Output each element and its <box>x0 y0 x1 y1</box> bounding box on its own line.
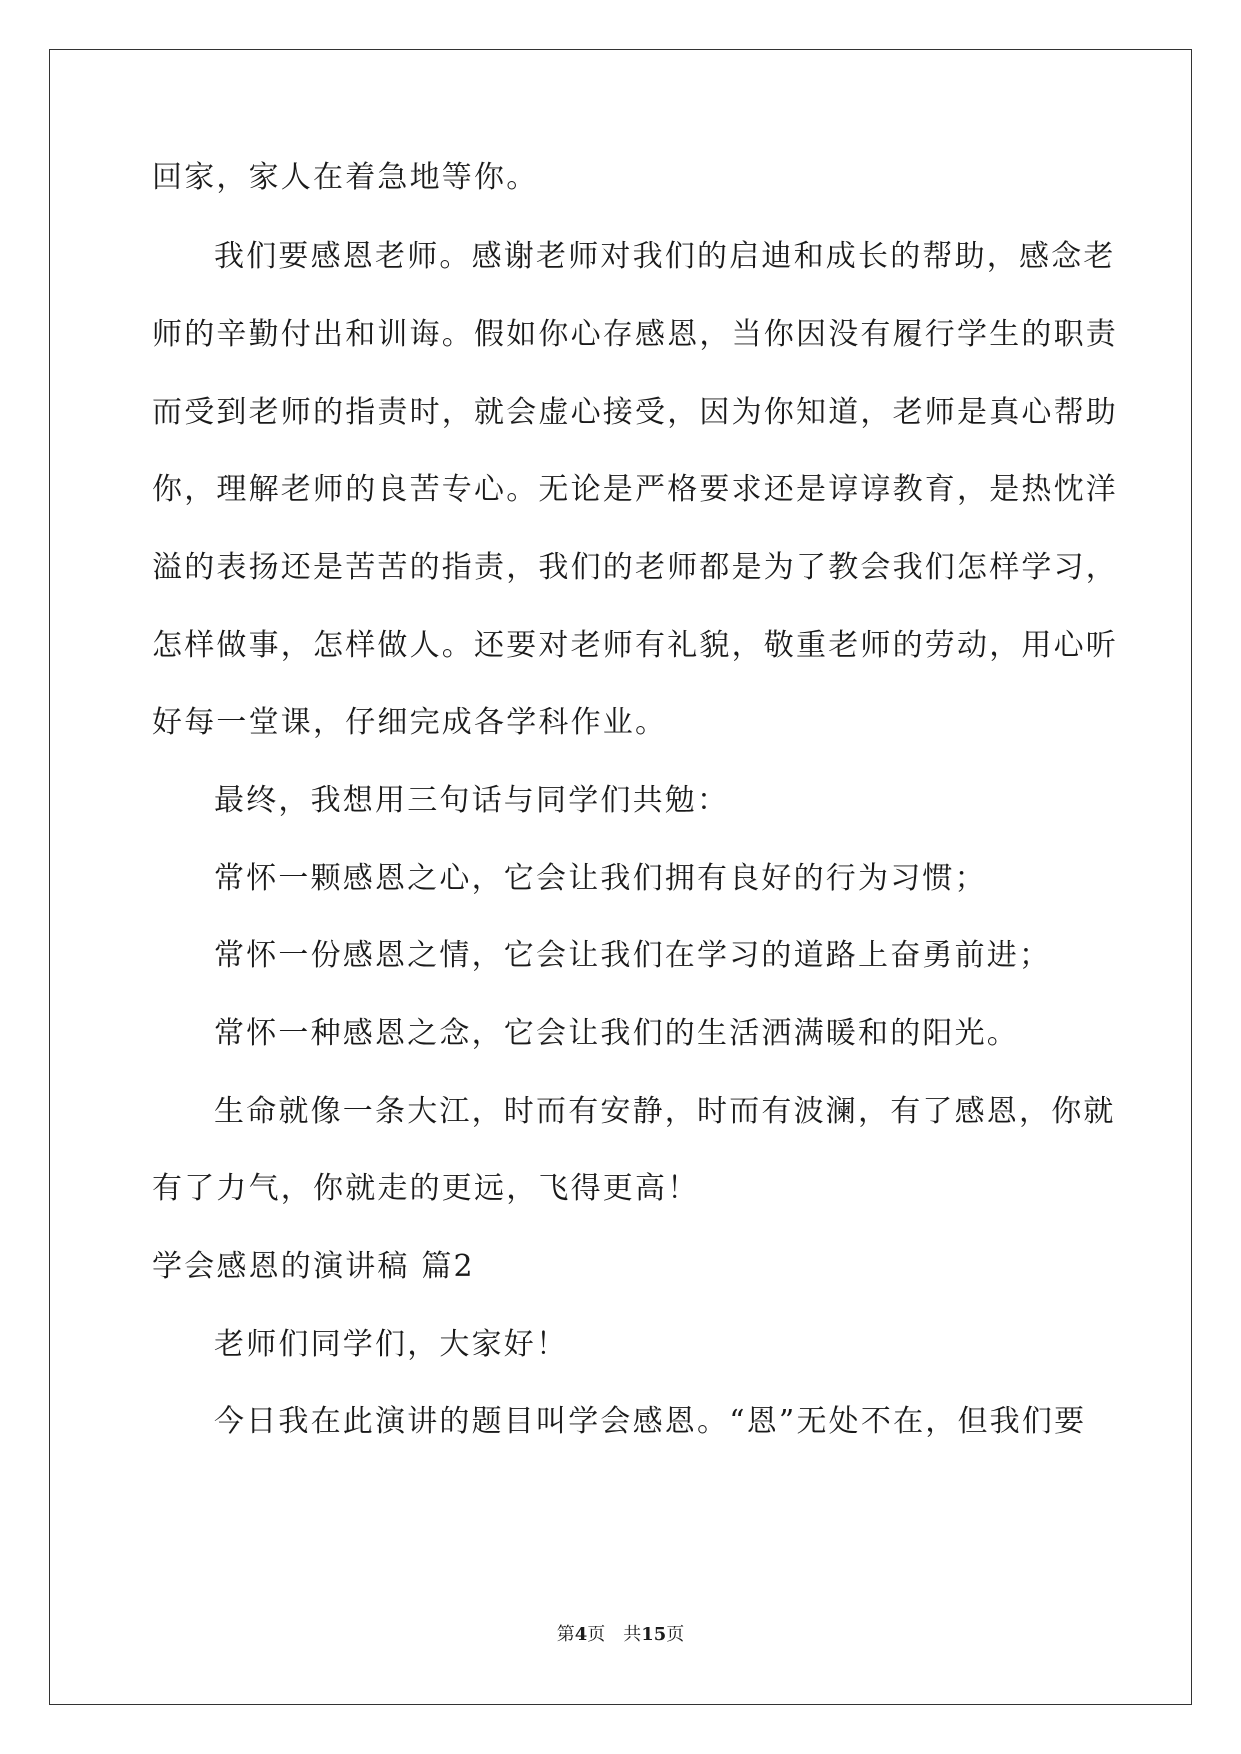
text-line: 生命就像一条大江，时而有安静，时而有波澜，有了感恩，你就 <box>214 1094 1116 1129</box>
text-line: 今日我在此演讲的题目叫学会感恩。“恩”无处不在，但我们要 <box>214 1404 1087 1439</box>
text-line: 师的辛勤付出和训诲。假如你心存感恩，当你因没有履行学生的职责 <box>152 317 1118 352</box>
text-line: 我们要感恩老师。感谢老师对我们的启迪和成长的帮助，感念老 <box>214 239 1116 274</box>
text-line: 而受到老师的指责时，就会虚心接受，因为你知道，老师是真心帮助 <box>152 395 1118 430</box>
current-page-number: 4 <box>574 1624 588 1645</box>
page-mid-text: 页 共 <box>587 1624 642 1645</box>
text-line: 常怀一颗感恩之心，它会让我们拥有良好的行为习惯； <box>214 861 987 896</box>
page-suffix: 页 <box>666 1624 685 1645</box>
text-line: 常怀一份感恩之情，它会让我们在学习的道路上奋勇前进； <box>214 938 1052 973</box>
text-line: 老师们同学们，大家好！ <box>214 1327 569 1362</box>
text-line: 你，理解老师的良苦专心。无论是严格要求还是谆谆教育，是热忱洋 <box>152 472 1118 507</box>
text-line: 好每一堂课，仔细完成各学科作业。 <box>152 705 668 740</box>
section-heading: 学会感恩的演讲稿 篇2 <box>152 1249 475 1284</box>
text-line: 常怀一种感恩之念，它会让我们的生活洒满暖和的阳光。 <box>214 1016 1019 1051</box>
text-line: 回家，家人在着急地等你。 <box>152 160 539 195</box>
text-line: 有了力气，你就走的更远，飞得更高！ <box>152 1171 700 1206</box>
text-line: 怎样做事，怎样做人。还要对老师有礼貌，敬重老师的劳动，用心听 <box>152 628 1118 663</box>
total-pages-number: 15 <box>641 1624 667 1645</box>
page-number-footer <box>0 1620 1241 1646</box>
text-line: 溢的表扬还是苦苦的指责，我们的老师都是为了教会我们怎样学习， <box>152 550 1118 585</box>
text-line: 最终，我想用三句话与同学们共勉： <box>214 783 730 818</box>
page-prefix: 第 <box>556 1624 575 1645</box>
